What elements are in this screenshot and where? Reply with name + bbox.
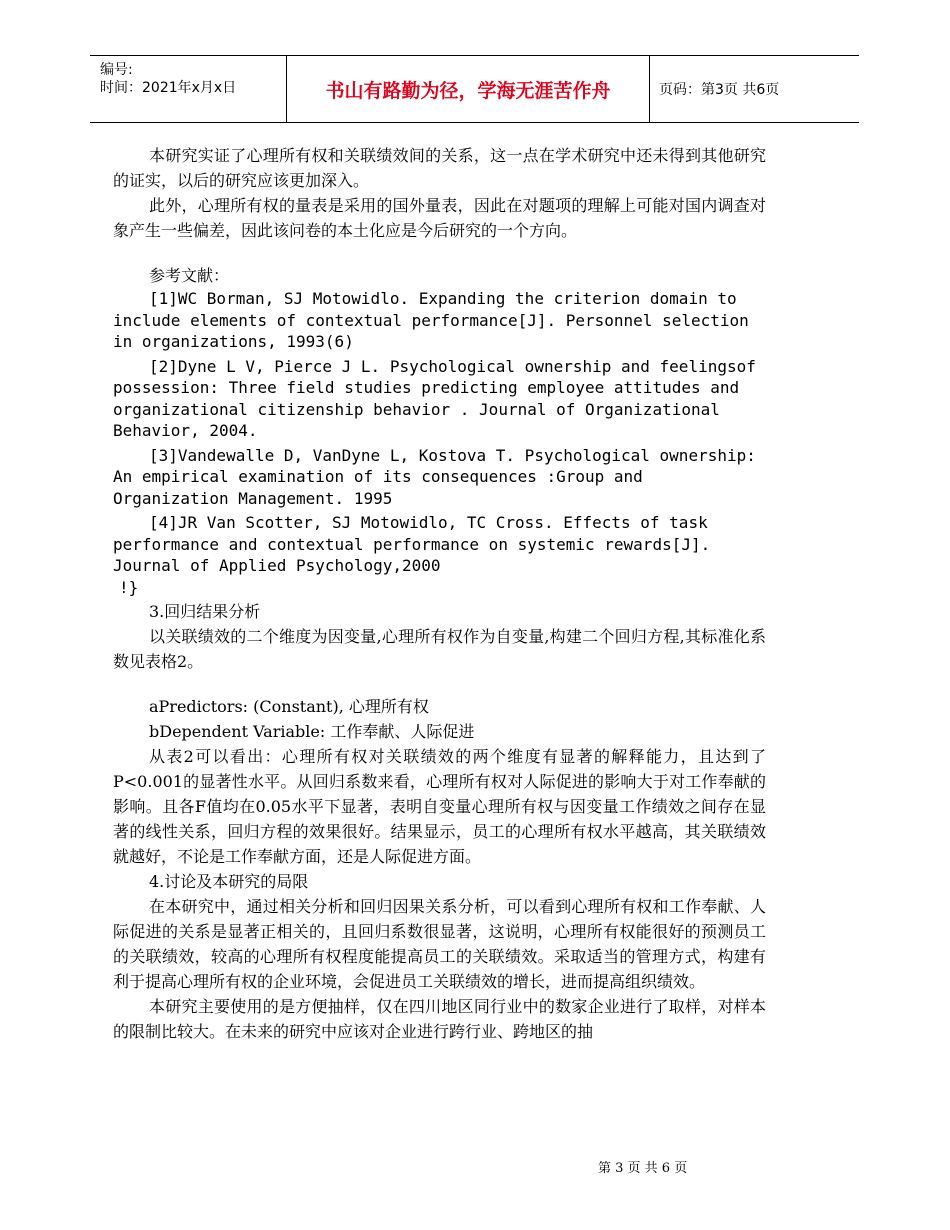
header-page-info <box>649 56 859 122</box>
end-mark: !} <box>119 577 139 597</box>
references-title: 参考文献： <box>149 266 230 285</box>
paragraph: 从表2可以看出：心理所有权对关联绩效的两个维度有显著的解释能力，且达到了P<0.001的显著性水平。从回归系数来看，心理所有权对人际促进的影响大于对工作奉献的影响。且各F值均在0.05水平下显著，表明自变量心理所有权与因变量工作绩效之间存在显著的线性关系，回归方程的效果很好。结果显示，员工的心理所有权水平越高，其关联绩效就越好，不论是工作奉献方面，还是人际促进方面。 <box>113 746 766 866</box>
paragraph: 本研究实证了心理所有权和关联绩效间的关系，这一点在学术研究中还未得到其他研究的证实，以后的研究应该更加深入。 <box>113 146 766 190</box>
header-number-label: 编号: <box>100 62 133 78</box>
paragraph: 本研究主要使用的是方便抽样，仅在四川地区同行业中的数家企业进行了取样，对样本的限制比较大。在未来的研究中应该对企业进行跨行业、跨地区的抽 <box>113 996 766 1041</box>
paragraph: 此外，心理所有权的量表是采用的国外量表，因此在对题项的理解上可能对国内调查对象产生一些偏差，因此该问卷的本土化应是今后研究的一个方向。 <box>113 196 766 240</box>
section-heading: 4.讨论及本研究的局限 <box>149 871 309 891</box>
header-meta <box>90 56 286 122</box>
header-motto: 书山有路勤为径，学海无涯苦作舟 <box>286 56 650 122</box>
section-heading: 3.回归结果分析 <box>149 601 261 621</box>
reference-item: [2]Dyne L V, Pierce J L. Psychological ownership and feelingsof possession: Three field studies predicting employee attitudes and organizational citizenship behavior . Journal of Organizational Behavior, 2004. <box>113 356 756 440</box>
reference-item: [1]WC Borman, SJ Motowidlo. Expanding the criterion domain to include elements of contextual performance[J]. Personnel selection in organizations, 1993(6) <box>113 289 749 351</box>
paragraph: 在本研究中，通过相关分析和回归因果关系分析，可以看到心理所有权和工作奉献、人际促进的关系是显著正相关的，且回归系数很显著，这说明，心理所有权能很好的预测员工的关联绩效，较高的心理所有权程度能提高员工的关联绩效。采取适当的管理方式，构建有利于提高心理所有权的企业环境，会促进员工关联绩效的增长，进而提高组织绩效。 <box>113 896 766 991</box>
document-body <box>113 143 766 1044</box>
table-note-predictors: aPredictors: (Constant), 心理所有权 <box>149 696 429 716</box>
header-page-info-text: 页码：第3页 共6页 <box>659 82 780 98</box>
page-footer: 第 3 页 共 6 页 <box>598 1161 688 1176</box>
reference-item: [4]JR Van Scotter, SJ Motowidlo, TC Cross. Effects of task performance and contextual performance on systemic rewards[J]. Journal of Applied Psychology,2000 <box>113 513 711 575</box>
table-note-dependent: bDependent Variable: 工作奉献、人际促进 <box>149 721 475 741</box>
header-time-label: 时间：2021年x月x日 <box>100 80 237 96</box>
page-header <box>90 55 859 123</box>
paragraph: 以关联绩效的二个维度为因变量,心理所有权作为自变量,构建二个回归方程,其标准化系数见表格2。 <box>113 626 766 671</box>
reference-item: [3]Vandewalle D, VanDyne L, Kostova T. Psychological ownership: An empirical examination of its consequences :Group and Organization Management. 1995 <box>113 445 756 508</box>
